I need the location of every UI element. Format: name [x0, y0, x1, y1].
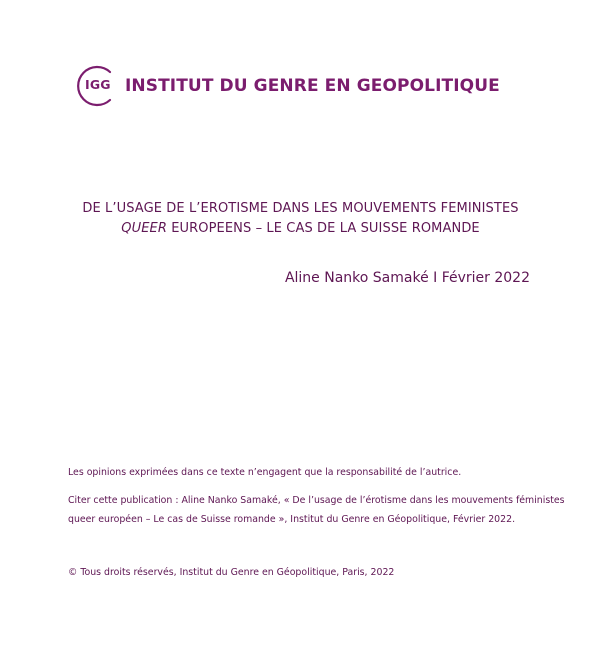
logo-abbreviation: IGG — [85, 77, 111, 92]
citation-line-2: queer européen – Le cas de Suisse romande », Institut du Genre en Géopolitique, Février 2022. — [68, 514, 516, 525]
document-title-line-2 — [0, 219, 601, 239]
disclaimer-text: Les opinions exprimées dans ce texte n’engagent que la responsabilité de l’autrice. — [68, 467, 462, 478]
author-date: Aline Nanko Samaké I Février 2022 — [284, 270, 530, 286]
copyright-notice: © Tous droits réservés, Institut du Genre en Géopolitique, Paris, 2022 — [68, 567, 395, 578]
igg-logo-icon — [76, 64, 120, 108]
document-title-line-1: DE L’USAGE DE L’EROTISME DANS LES MOUVEMENTS FEMINISTES — [82, 201, 519, 216]
institution-name: INSTITUT DU GENRE EN GEOPOLITIQUE — [125, 76, 500, 96]
institution-logo — [76, 64, 500, 108]
citation-line-1: Citer cette publication : Aline Nanko Samaké, « De l’usage de l’érotisme dans les mouvements féministes — [68, 495, 565, 506]
title-italic-word: QUEER — [121, 221, 167, 236]
title-line-2-rest: EUROPEENS – LE CAS DE LA SUISSE ROMANDE — [166, 221, 480, 236]
